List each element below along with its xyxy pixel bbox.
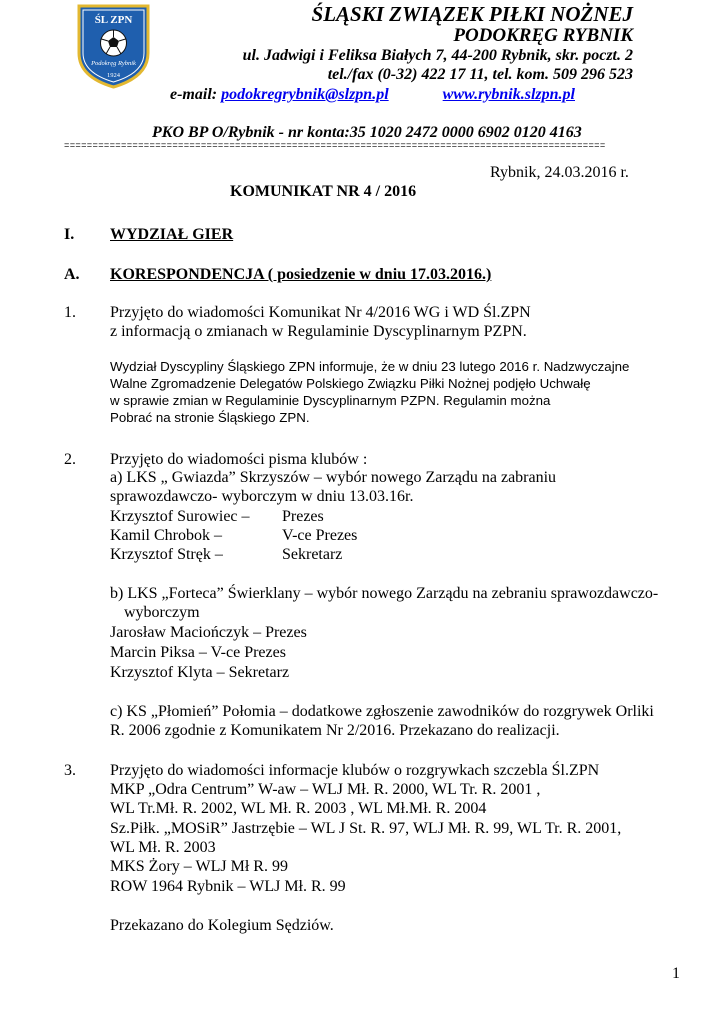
- board-member-role: V-ce Prezes: [282, 527, 358, 544]
- board-member-role: Sekretarz: [282, 546, 343, 563]
- document-date: Rybnik, 24.03.2016 r.: [490, 164, 629, 181]
- email-link[interactable]: podokregrybnik@slzpn.pl: [221, 86, 389, 103]
- item-text: Przyjęto do wiadomości pisma klubów :: [110, 451, 368, 468]
- notice-text: w sprawie zmian w Regulaminie Dyscyplinarnym PZPN. Regulamin można: [110, 393, 551, 408]
- item-text: sprawozdawczo- wyborczym w dniu 13.03.16r.: [110, 488, 414, 505]
- item-text: Przyjęto do wiadomości informacje klubów o rozgrywkach szczebla Śl.ZPN: [110, 762, 600, 779]
- org-title: ŚLĄSKI ZWIĄZEK PIŁKI NOŻNEJ: [311, 2, 633, 26]
- page-number: 1: [672, 965, 680, 982]
- website-link[interactable]: www.rybnik.slzpn.pl: [442, 86, 575, 103]
- item-text: WL Mł. R. 2003: [110, 839, 216, 856]
- item-text: Przekazano do Kolegium Sędziów.: [110, 917, 334, 934]
- item-number: 1.: [64, 304, 76, 321]
- logo-bottom-text: Podokręg Rybnik: [91, 60, 136, 67]
- item-text: Przyjęto do wiadomości Komunikat Nr 4/2016 WG i WD Śl.ZPN: [110, 304, 531, 321]
- item-text: b) LKS „Forteca” Świerklany – wybór nowego Zarządu na zebraniu sprawozdawczo-: [110, 585, 659, 602]
- separator-line: ===============================================================================================: [64, 141, 606, 151]
- board-member-name: Krzysztof Stręk –: [110, 546, 223, 563]
- logo-year: 1924: [107, 72, 120, 79]
- item-number: 3.: [64, 762, 76, 779]
- board-member-name: Krzysztof Surowiec –: [110, 508, 250, 525]
- komunikat-title: KOMUNIKAT NR 4 / 2016: [230, 183, 417, 200]
- org-address: ul. Jadwigi i Feliksa Białych 7, 44-200 Rybnik, skr. poczt. 2: [242, 47, 633, 64]
- section-title: WYDZIAŁ GIER: [110, 226, 234, 243]
- subsection-title: KORESPONDENCJA ( posiedzenie w dniu 17.03.2016.): [110, 266, 492, 283]
- notice-text: Wydział Dyscypliny Śląskiego ZPN informuje, że w dniu 23 lutego 2016 r. Nadzwyczajne: [110, 359, 630, 374]
- board-member: Krzysztof Klyta – Sekretarz: [110, 664, 290, 681]
- contact-line: [170, 86, 575, 104]
- football-icon: [101, 30, 127, 56]
- bank-account: PKO BP O/Rybnik - nr konta:35 1020 2472 0000 6902 0120 4163: [152, 124, 582, 141]
- item-text: c) KS „Płomień” Połomia – dodatkowe zgłoszenie zawodników do rozgrywek Orliki: [110, 703, 654, 720]
- item-text: wyborczym: [124, 604, 200, 621]
- item-text: MKS Żory – WLJ Mł R. 99: [110, 858, 288, 875]
- board-member: Marcin Piksa – V-ce Prezes: [110, 644, 286, 661]
- item-text: WL Tr.Mł. R. 2002, WL Mł. R. 2003 , WL Mł.Mł. R. 2004: [110, 800, 487, 817]
- org-subtitle: PODOKRĘG RYBNIK: [453, 25, 633, 46]
- logo-top-text: ŚL ZPN: [94, 14, 133, 26]
- item-number: 2.: [64, 451, 76, 468]
- notice-text: Pobrać na stronie Śląskiego ZPN.: [110, 410, 310, 425]
- section-number: I.: [64, 226, 75, 243]
- org-phone: tel./fax (0-32) 422 17 11, tel. kom. 509 296 523: [327, 66, 633, 83]
- logo-emblem: [76, 3, 151, 89]
- item-text: z informacją o zmianach w Regulaminie Dyscyplinarnym PZPN.: [110, 323, 527, 340]
- item-text: R. 2006 zgodnie z Komunikatem Nr 2/2016. Przekazano do realizacji.: [110, 722, 560, 739]
- notice-text: Walne Zgromadzenie Delegatów Polskiego Związku Piłki Nożnej podjęło Uchwałę: [110, 376, 591, 391]
- board-member: Jarosław Maciończyk – Prezes: [110, 624, 307, 641]
- item-text: ROW 1964 Rybnik – WLJ Mł. R. 99: [110, 878, 346, 895]
- subsection-number: A.: [64, 266, 80, 283]
- board-member-role: Prezes: [282, 508, 324, 525]
- email-label: e-mail:: [170, 86, 218, 103]
- item-text: a) LKS „ Gwiazda” Skrzyszów – wybór nowego Zarządu na zabraniu: [110, 469, 557, 486]
- board-member-name: Kamil Chrobok –: [110, 527, 222, 544]
- item-text: Sz.Piłk. „MOSiR” Jastrzębie – WL J St. R. 97, WLJ Mł. R. 99, WL Tr. R. 2001,: [110, 820, 622, 837]
- item-text: MKP „Odra Centrum” W-aw – WLJ Mł. R. 2000, WL Tr. R. 2001 ,: [110, 781, 541, 798]
